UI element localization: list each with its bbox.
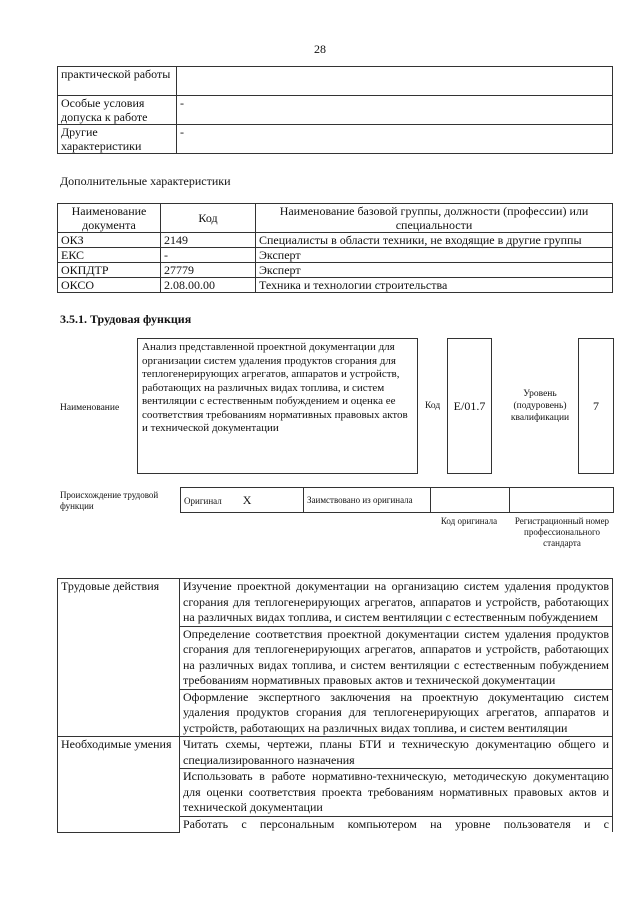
actions-skills-table xyxy=(57,578,613,833)
additional-table xyxy=(57,203,613,293)
code-original-cell xyxy=(431,488,510,513)
table-header-row xyxy=(58,204,613,233)
original-label: Оригинал xyxy=(184,495,222,506)
origin-label: Происхождение трудовой функции xyxy=(60,490,159,511)
function-heading: 3.5.1. Трудовая функция xyxy=(60,312,192,326)
table-row xyxy=(58,125,613,154)
name-label: Наименование xyxy=(60,403,120,413)
table-row xyxy=(58,67,613,96)
table-row xyxy=(58,248,613,263)
skill-item: Работать с персональным компьютером на уровне пользователя и с xyxy=(180,816,613,832)
table-row xyxy=(58,737,613,769)
table-cell: 27779 xyxy=(161,263,256,278)
table-cell: ОКПДТР xyxy=(58,263,161,278)
table-cell: 2.08.00.00 xyxy=(161,278,256,293)
table-cell: Эксперт xyxy=(256,248,613,263)
skill-item: Использовать в работе нормативно-техническую, методическую документацию для оценки соответствия проекта требованиям нормативных правовых актов и технической документации xyxy=(180,769,613,817)
table-row xyxy=(58,278,613,293)
code-original-caption: Код оригинала xyxy=(440,516,498,526)
original-cell xyxy=(181,488,304,513)
column-header: Наименование базовой группы, должности (профессии) или специальности xyxy=(256,204,613,233)
original-mark: X xyxy=(242,492,252,507)
table-row xyxy=(181,488,614,513)
column-header: Код xyxy=(161,204,256,233)
table-cell: Эксперт xyxy=(256,263,613,278)
column-header: Наименование документа xyxy=(58,204,161,233)
function-name-box xyxy=(137,338,418,474)
table-row xyxy=(58,579,613,627)
reg-number-caption: Регистрационный номер профессионального стандарта xyxy=(514,516,610,548)
table-cell-label: Особые условия допуска к работе xyxy=(58,96,177,125)
code-value: E/01.7 xyxy=(453,398,486,413)
action-item: Оформление экспертного заключения на проектную документацию систем удаления продуктов сгорания для теплогенерирующих агрегатов, аппаратов и устройств, работающих на различных видах топлива, и систем вентиляции xyxy=(180,689,613,737)
code-label: Код xyxy=(425,401,441,411)
function-name-text: Анализ представленной проектной документации для организации систем удаления продуктов сгорания для теплогенерирующих агрегатов, аппаратов и устройств, работающих на различных видах топлива, и систем вентиляции с естественным побуждением и оценка ее соответствия требованиям нормативных правовых актов и технической документации xyxy=(142,341,408,434)
action-item: Определение соответствия проектной документации систем удаления продуктов сгорания для теплогенерирующих агрегатов, аппаратов и устройств, работающих на различных видах топлива, и систем вентиляции с естественным побуждением требованиям нормативных правовых актов и технической документации xyxy=(180,626,613,689)
action-item: Изучение проектной документации на организацию систем удаления продуктов сгорания для теплогенерирующих агрегатов, аппаратов и устройств, работающих на различных видах топлива, и систем вентиляции с естественным побуждением xyxy=(180,579,613,627)
origin-table xyxy=(180,487,614,513)
table-cell-value: - xyxy=(177,96,613,125)
additional-heading: Дополнительные характеристики xyxy=(60,174,231,188)
level-box xyxy=(578,338,614,474)
table-cell: ОКСО xyxy=(58,278,161,293)
table-cell-value xyxy=(177,67,613,96)
skill-item: Читать схемы, чертежи, планы БТИ и техническую документацию общего и специализированного назначения xyxy=(180,737,613,769)
table-cell: 2149 xyxy=(161,233,256,248)
level-label: Уровень (подуровень) квалификации xyxy=(510,389,570,423)
table-cell-label: практической работы xyxy=(58,67,177,96)
table-cell: Техника и технологии строительства xyxy=(256,278,613,293)
skills-label: Необходимые умения xyxy=(58,737,180,833)
table-cell: Специалисты в области техники, не входящие в другие группы xyxy=(256,233,613,248)
table-cell-value: - xyxy=(177,125,613,154)
top-table xyxy=(57,66,613,154)
borrowed-cell: Заимствовано из оригинала xyxy=(304,488,431,513)
table-row xyxy=(58,263,613,278)
table-row xyxy=(58,233,613,248)
table-row xyxy=(58,96,613,125)
table-cell: ОКЗ xyxy=(58,233,161,248)
page-number: 28 xyxy=(314,42,326,56)
table-cell: - xyxy=(161,248,256,263)
level-value: 7 xyxy=(593,398,599,413)
table-cell: ЕКС xyxy=(58,248,161,263)
actions-label: Трудовые действия xyxy=(58,579,180,737)
reg-number-cell xyxy=(510,488,614,513)
code-box xyxy=(447,338,492,474)
table-cell-label: Другие характеристики xyxy=(58,125,177,154)
